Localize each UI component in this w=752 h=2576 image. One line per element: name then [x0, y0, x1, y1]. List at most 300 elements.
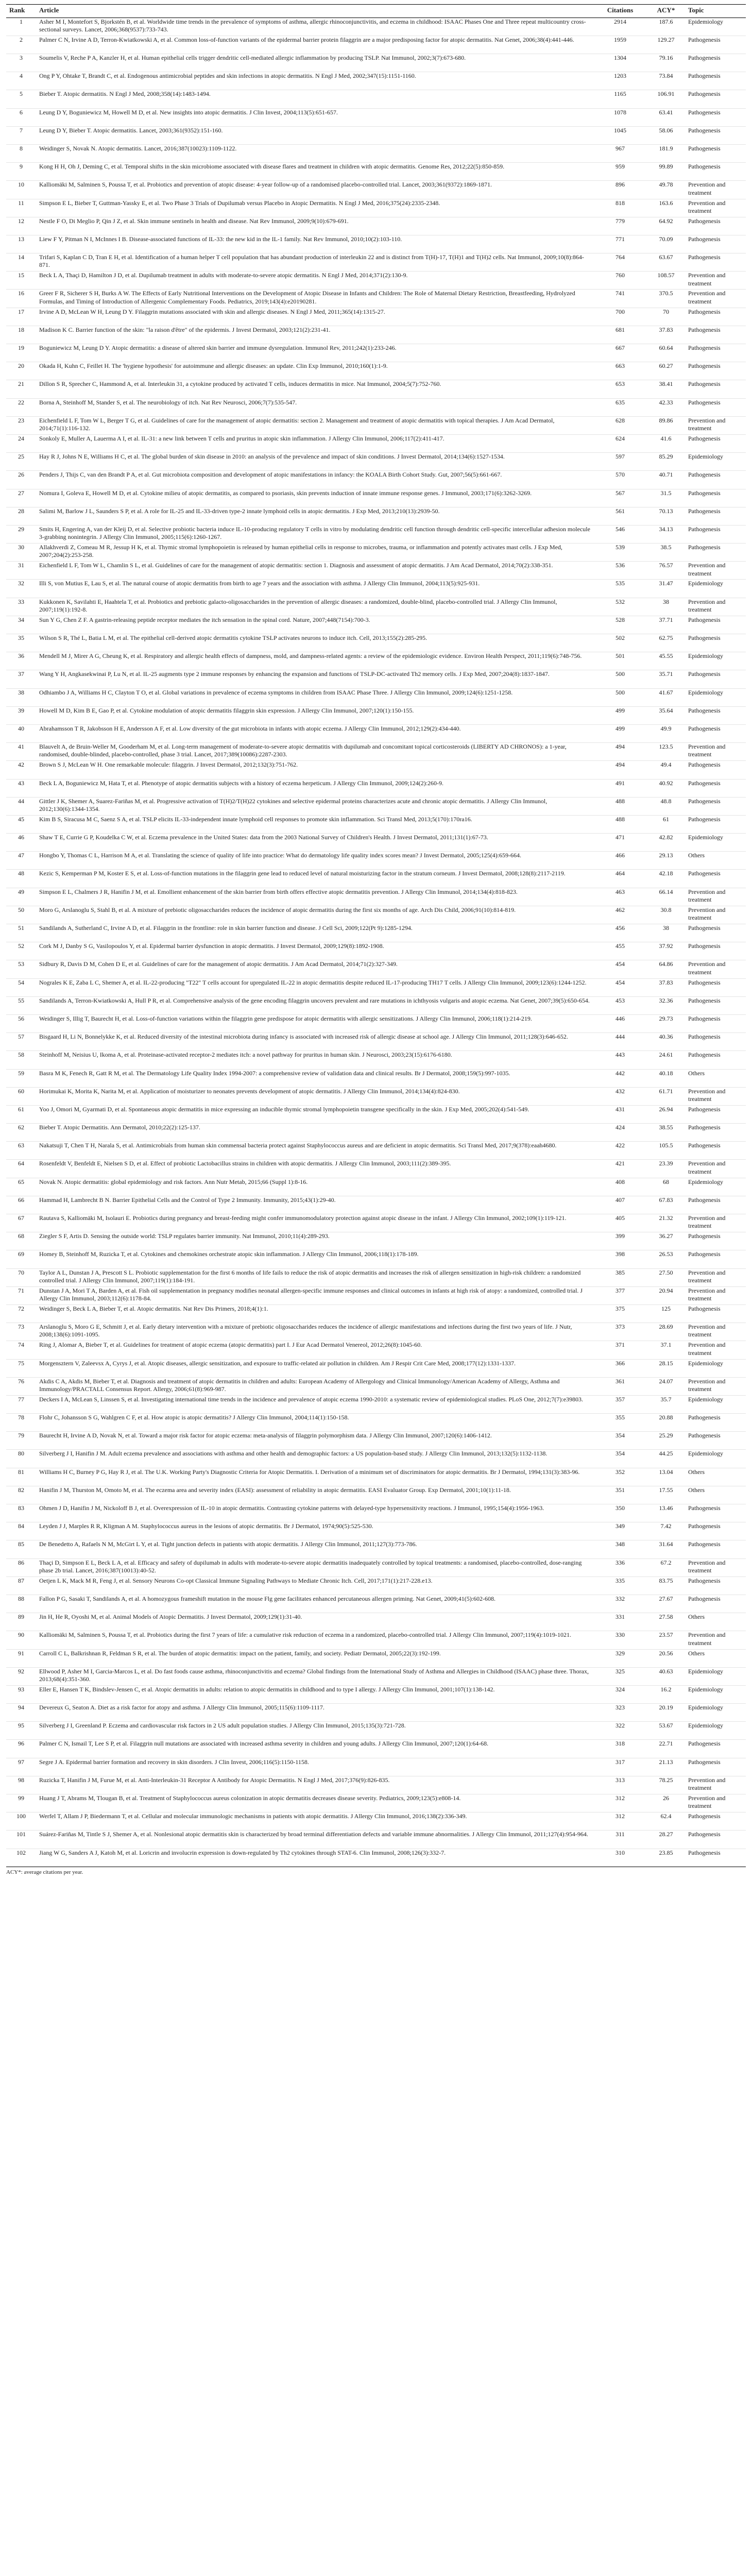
rank-cell: 79 — [6, 1432, 36, 1450]
rank-cell: 5 — [6, 90, 36, 108]
article-cell: Simpson E L, Bieber T, Guttman-Yassky E, et al. Two Phase 3 Trials of Dupilumab versus Placebo in Atopic Dermatitis. N Engl J Med, 2016;375(24):2335-2348. — [36, 199, 593, 217]
table-row — [6, 217, 746, 235]
citations-cell: 421 — [593, 1160, 647, 1178]
acy-cell: 63.41 — [647, 108, 685, 126]
topic-cell: Pathogenesis — [685, 761, 746, 779]
topic-cell: Pathogenesis — [685, 308, 746, 326]
acy-cell: 62.4 — [647, 1812, 685, 1831]
acy-cell: 38.41 — [647, 380, 685, 398]
table-row — [6, 1160, 746, 1178]
acy-cell: 38.5 — [647, 544, 685, 562]
table-row — [6, 1486, 746, 1504]
citations-cell: 464 — [593, 870, 647, 888]
article-cell: Leyden J J, Marples R R, Kligman A M. Staphylococcus aureus in the lesions of atopic dermatitis. Br J Dermatol, 1974;90(5):525-530. — [36, 1522, 593, 1540]
table-row — [6, 924, 746, 942]
citations-cell: 453 — [593, 996, 647, 1014]
topic-cell: Pathogenesis — [685, 380, 746, 398]
topic-cell: Epidemiology — [685, 453, 746, 471]
article-cell: Beck L A, Boguniewicz M, Hata T, et al. Phenotype of atopic dermatitis subjects with a history of eczema herpeticum. J Allergy Clin Immunol, 2009;124(2):260-9. — [36, 779, 593, 797]
topic-cell: Pathogenesis — [685, 1105, 746, 1123]
table-row — [6, 598, 746, 616]
topic-cell: Pathogenesis — [685, 1831, 746, 1849]
rank-cell: 20 — [6, 362, 36, 380]
rank-cell: 82 — [6, 1486, 36, 1504]
topic-cell: Prevention and treatment — [685, 181, 746, 199]
article-cell: Silverberg J I, Hanifin J M. Adult eczema prevalence and associations with asthma and other health and demographic factors: a US population-based study. J Allergy Clin Immunol, 2013;132(5):1132-1138. — [36, 1450, 593, 1468]
table-row — [6, 362, 746, 380]
topic-cell: Pathogenesis — [685, 507, 746, 525]
acy-cell: 42.18 — [647, 870, 685, 888]
article-cell: Greer F R, Sicherer S H, Burks A W. The Effects of Early Nutritional Interventions on the Development of Atopic Disease in Infants and Children: The Role of Maternal Dietary Restriction, Breastfeeding, Hydrolyzed Formulas, and Timing of Introduction of Allergenic Complementary Foods. Pediatrics, 2019;143(4):e20190281. — [36, 290, 593, 308]
acy-cell: 49.9 — [647, 724, 685, 742]
table-row — [6, 1286, 746, 1304]
topic-cell: Pathogenesis — [685, 670, 746, 688]
acy-cell: 38 — [647, 924, 685, 942]
rank-cell: 37 — [6, 670, 36, 688]
table-row — [6, 779, 746, 797]
citations-cell: 432 — [593, 1087, 647, 1105]
citations-cell: 771 — [593, 235, 647, 253]
article-cell: Ring J, Alomar A, Bieber T, et al. Guidelines for treatment of atopic eczema (atopic dermatitis) part I. J Eur Acad Dermatol Venereol, 2012;26(8):1045-60. — [36, 1341, 593, 1359]
citations-cell: 351 — [593, 1486, 647, 1504]
citations-cell: 471 — [593, 834, 647, 852]
acy-cell: 7.42 — [647, 1522, 685, 1540]
rank-cell: 1 — [6, 18, 36, 36]
table-row — [6, 634, 746, 652]
acy-cell: 85.29 — [647, 453, 685, 471]
rank-cell: 91 — [6, 1649, 36, 1667]
table-row — [6, 380, 746, 398]
topic-cell: Pathogenesis — [685, 72, 746, 90]
table-row — [6, 181, 746, 199]
topic-cell: Pathogenesis — [685, 1522, 746, 1540]
table-row — [6, 797, 746, 815]
acy-cell: 37.92 — [647, 942, 685, 960]
table-row — [6, 1105, 746, 1123]
citations-cell: 741 — [593, 290, 647, 308]
table-row — [6, 1776, 746, 1794]
table-row — [6, 290, 746, 308]
citations-cell: 491 — [593, 779, 647, 797]
acy-cell: 28.27 — [647, 1831, 685, 1849]
table-row — [6, 616, 746, 634]
article-cell: Yoo J, Omori M, Gyarmati D, et al. Spontaneous atopic dermatitis in mice expressing an inducible thymic stromal lymphopoietin transgene specifically in the skin. J Exp Med, 2005;202(4):541-549. — [36, 1105, 593, 1123]
citations-cell: 349 — [593, 1522, 647, 1540]
acy-cell: 30.8 — [647, 906, 685, 924]
article-cell: Eichenfield L F, Tom W L, Chamlin S L, et al. Guidelines of care for the management of atopic dermatitis: section 1. Diagnosis and assessment of atopic dermatitis. J Am Acad Dermatol, 2014;70(2):338-351. — [36, 562, 593, 580]
article-cell: Leung D Y, Bieber T. Atopic dermatitis. Lancet, 2003;361(9352):151-160. — [36, 126, 593, 144]
rank-cell: 67 — [6, 1214, 36, 1232]
article-cell: Okada H, Kuhn C, Feillet H. The 'hygiene hypothesis' for autoimmune and allergic diseases: an update. Clin Exp Immunol, 2010;160(1):1-9. — [36, 362, 593, 380]
header-row — [6, 5, 746, 18]
topic-cell: Prevention and treatment — [685, 960, 746, 978]
citations-cell: 494 — [593, 743, 647, 761]
table-row — [6, 978, 746, 996]
article-cell: Hongbo Y, Thomas C L, Harrison M A, et al. Translating the science of quality of life into practice: What do dermatology life quality index scores mean? J Invest Dermatol, 2005;125(4):659-664. — [36, 852, 593, 870]
article-cell: Wilson S R, Thé L, Batia L M, et al. The epithelial cell-derived atopic dermatitis cytokine TSLP activates neurons to induce itch. Cell, 2013;155(2):285-295. — [36, 634, 593, 652]
citations-cell: 335 — [593, 1577, 647, 1595]
topic-cell: Pathogenesis — [685, 1232, 746, 1250]
acy-cell: 40.71 — [647, 471, 685, 489]
table-row — [6, 434, 746, 452]
article-cell: Asher M I, Montefort S, Bjorkstén B, et al. Worldwide time trends in the prevalence of symptoms of asthma, allergic rhinoconjunctivitis, and eczema in childhood: ISAAC Phases One and Three repeat multicountry cross-sectional surveys. Lancet, 2006;368(9537):733-743. — [36, 18, 593, 36]
rank-cell: 25 — [6, 453, 36, 471]
table-row — [6, 1414, 746, 1432]
table-row — [6, 1522, 746, 1540]
article-cell: Brown S J, McLean W H. One remarkable molecule: filaggrin. J Invest Dermatol, 2012;132(3):751-762. — [36, 761, 593, 779]
article-cell: Shaw T E, Currie G P, Koudelka C W, et al. Eczema prevalence in the United States: data from the 2003 National Survey of Children's Health. J Invest Dermatol, 2011;131(1):67-73. — [36, 834, 593, 852]
article-cell: Eller E, Hansen T K, Bindslev-Jensen C, et al. Atopic dermatitis in adults: relation to atopic dermatitis in childhood and to type I allergy. J Allergy Clin Immunol, 2001;107(1):138-142. — [36, 1685, 593, 1703]
article-cell: Carroll C L, Balkrishnan R, Feldman S R, et al. The burden of atopic dermatitis: impact on the patient, family, and society. Pediatr Dermatol, 2005;22(3):192-199. — [36, 1649, 593, 1667]
citations-cell: 336 — [593, 1558, 647, 1577]
acy-cell: 28.69 — [647, 1323, 685, 1341]
topic-cell: Epidemiology — [685, 1450, 746, 1468]
topic-cell: Pathogenesis — [685, 924, 746, 942]
rank-cell: 54 — [6, 978, 36, 996]
article-cell: Kalliomäki M, Salminen S, Poussa T, et al. Probiotics during the first 7 years of life: a cumulative risk reduction of eczema in a randomized, placebo-controlled trial. J Allergy Clin Immunol, 2007;119(4):1019-1021. — [36, 1631, 593, 1649]
topic-cell: Prevention and treatment — [685, 272, 746, 290]
rank-cell: 44 — [6, 797, 36, 815]
acy-cell: 31.47 — [647, 580, 685, 598]
rank-cell: 9 — [6, 163, 36, 181]
topic-cell: Pathogenesis — [685, 471, 746, 489]
acy-cell: 25.29 — [647, 1432, 685, 1450]
citations-cell: 628 — [593, 416, 647, 434]
acy-cell: 32.36 — [647, 996, 685, 1014]
citations-cell: 570 — [593, 471, 647, 489]
rank-cell: 74 — [6, 1341, 36, 1359]
rank-cell: 68 — [6, 1232, 36, 1250]
topic-cell: Prevention and treatment — [685, 1268, 746, 1286]
citations-cell: 454 — [593, 978, 647, 996]
acy-cell: 106.91 — [647, 90, 685, 108]
rank-cell: 47 — [6, 852, 36, 870]
acy-cell: 37.71 — [647, 616, 685, 634]
topic-cell: Prevention and treatment — [685, 1214, 746, 1232]
rank-cell: 30 — [6, 544, 36, 562]
article-cell: Ruzicka T, Hanifin J M, Furue M, et al. Anti-Interleukin-31 Receptor A Antibody for Atopic Dermatitis. N Engl J Med, 2017;376(9):826-835. — [36, 1776, 593, 1794]
citations-cell: 463 — [593, 888, 647, 906]
header-acy: ACY* — [647, 5, 685, 18]
citations-cell: 967 — [593, 144, 647, 162]
acy-cell: 37.1 — [647, 1341, 685, 1359]
table-row — [6, 1758, 746, 1776]
table-row — [6, 1504, 746, 1522]
rank-cell: 62 — [6, 1124, 36, 1142]
rank-cell: 90 — [6, 1631, 36, 1649]
rank-cell: 46 — [6, 834, 36, 852]
acy-cell: 40.92 — [647, 779, 685, 797]
article-cell: Nomura I, Goleva E, Howell M D, et al. Cytokine milieu of atopic dermatitis, as compared to psoriasis, skin prevents induction of innate immune response genes. J Immunol, 2003;171(6):3262-3269. — [36, 489, 593, 507]
article-cell: Horimukai K, Morita K, Narita M, et al. Application of moisturizer to neonates prevents development of atopic dermatitis. J Allergy Clin Immunol, 2014;134(4):824-830. — [36, 1087, 593, 1105]
table-row — [6, 1214, 746, 1232]
article-cell: Dunstan J A, Mori T A, Barden A, et al. Fish oil supplementation in pregnancy modifies neonatal allergen-specific immune responses and clinical outcomes in infants at high risk of atopy: a randomized, controlled trial. J Allergy Clin Immunol, 2003;112(6):1178-84. — [36, 1286, 593, 1304]
topic-cell: Pathogenesis — [685, 942, 746, 960]
rank-cell: 80 — [6, 1450, 36, 1468]
acy-cell: 35.7 — [647, 1395, 685, 1413]
citations-cell: 663 — [593, 362, 647, 380]
acy-cell: 70.09 — [647, 235, 685, 253]
citations-cell: 535 — [593, 580, 647, 598]
citations-cell: 408 — [593, 1178, 647, 1196]
topic-cell: Prevention and treatment — [685, 1631, 746, 1649]
article-cell: Suárez-Fariñas M, Tintle S J, Shemer A, et al. Nonlesional atopic dermatitis skin is characterized by broad terminal differentiation defects and variable immune abnormalities. J Allergy Clin Immunol, 2011;127(4):954-964. — [36, 1831, 593, 1849]
topic-cell: Prevention and treatment — [685, 562, 746, 580]
citations-cell: 501 — [593, 652, 647, 670]
article-cell: Jin H, He R, Oyoshi M, et al. Animal Models of Atopic Dermatitis. J Invest Dermatol, 2009;129(1):31-40. — [36, 1613, 593, 1631]
header-topic: Topic — [685, 5, 746, 18]
rank-cell: 102 — [6, 1849, 36, 1867]
article-cell: Palmer C N, Ismail T, Lee S P, et al. Filaggrin null mutations are associated with increased asthma severity in children and young adults. J Allergy Clin Immunol, 2007;120(1):64-68. — [36, 1740, 593, 1758]
topic-cell: Pathogenesis — [685, 108, 746, 126]
acy-cell: 21.32 — [647, 1214, 685, 1232]
citations-cell: 760 — [593, 272, 647, 290]
article-cell: Homey B, Steinhoff M, Ruzicka T, et al. Cytokines and chemokines orchestrate atopic skin inflammation. J Allergy Clin Immunol, 2006;118(1):178-189. — [36, 1250, 593, 1268]
article-cell: Bieber T. Atopic dermatitis. N Engl J Med, 2008;358(14):1483-1494. — [36, 90, 593, 108]
table-row — [6, 1268, 746, 1286]
header-rank: Rank — [6, 5, 36, 18]
acy-cell: 41.6 — [647, 434, 685, 452]
article-cell: De Benedetto A, Rafaels N M, McGirt L Y, et al. Tight junction defects in patients with atopic dermatitis. J Allergy Clin Immunol, 2011;127(3):773-786. — [36, 1540, 593, 1558]
rank-cell: 85 — [6, 1540, 36, 1558]
article-cell: Trifari S, Kaplan C D, Tran E H, et al. Identification of a human helper T cell population that has abundant production of interleukin 22 and is distinct from T(H)-17, T(H)1 and T(H)2 cells. Nat Immunol, 2009;10(8):864-871. — [36, 253, 593, 272]
topic-cell: Pathogenesis — [685, 1304, 746, 1323]
topic-cell: Epidemiology — [685, 688, 746, 706]
topic-cell: Pathogenesis — [685, 978, 746, 996]
article-cell: Howell M D, Kim B E, Gao P, et al. Cytokine modulation of atopic dermatitis filaggrin skin expression. J Allergy Clin Immunol, 2007;120(1):150-155. — [36, 706, 593, 724]
table-row — [6, 1341, 746, 1359]
acy-cell: 41.67 — [647, 688, 685, 706]
rank-cell: 53 — [6, 960, 36, 978]
acy-cell: 40.63 — [647, 1667, 685, 1685]
rank-cell: 8 — [6, 144, 36, 162]
article-cell: Morgensztern V, Zaleevsx A, Cyrys J, et al. Atopic diseases, allergic sensitization, and exposure to traffic-related air pollution in children. Am J Respir Crit Care Med, 2008;177(12):1331-1337. — [36, 1359, 593, 1377]
table-row — [6, 72, 746, 90]
header-citations: Citations — [593, 5, 647, 18]
article-cell: Huang J T, Abrams M, Tlougan B, et al. Treatment of Staphylococcus aureus colonization in atopic dermatitis decreases disease severity. Pediatrics, 2009;123(5):e808-14. — [36, 1794, 593, 1812]
article-cell: Baurecht H, Irvine A D, Novak N, et al. Toward a major risk factor for atopic eczema: meta-analysis of filaggrin polymorphism data. J Allergy Clin Immunol, 2007;120(6):1406-1412. — [36, 1432, 593, 1450]
topic-cell: Pathogenesis — [685, 398, 746, 416]
acy-cell: 42.33 — [647, 398, 685, 416]
citations-cell: 312 — [593, 1812, 647, 1831]
acy-cell: 27.67 — [647, 1595, 685, 1613]
citations-cell: 1203 — [593, 72, 647, 90]
table-row — [6, 36, 746, 54]
article-cell: Borna A, Steinhoff M, Stander S, et al. The neurobiology of itch. Nat Rev Neurosci, 2006;7(7):535-547. — [36, 398, 593, 416]
citations-cell: 325 — [593, 1667, 647, 1685]
rank-cell: 87 — [6, 1577, 36, 1595]
article-cell: Smits H, Engering A, van der Kleij D, et al. Selective probiotic bacteria induce IL-10-producing regulatory T cells in vitro by modulating dendritic cell function through dendritic cell-specific intercellular adhesion molecule 3-grabbing nonintegrin. J Allergy Clin Immunol, 2005;115(6):1260-1267. — [36, 525, 593, 543]
article-cell: Dillon S R, Sprecher C, Hammond A, et al. Interleukin 31, a cytokine produced by activated T cells, induces dermatitis in mice. Nat Immunol, 2004;5(7):752-760. — [36, 380, 593, 398]
rank-cell: 94 — [6, 1704, 36, 1722]
article-cell: Sandilands A, Sutherland C, Irvine A D, et al. Filaggrin in the frontline: role in skin barrier function and disease. J Cell Sci, 2009;122(Pt 9):1285-1294. — [36, 924, 593, 942]
table-row — [6, 308, 746, 326]
rank-cell: 61 — [6, 1105, 36, 1123]
citations-cell: 539 — [593, 544, 647, 562]
topic-cell: Pathogenesis — [685, 1849, 746, 1867]
topic-cell: Others — [685, 1613, 746, 1631]
article-cell: Akdis C A, Akdis M, Bieber T, et al. Diagnosis and treatment of atopic dermatitis in children and adults: European Academy of Allergology and Clinical Immunology/American Academy of Allergy, Asthma and Immunology/PRACTALL Consensus Report. Allergy, 2006;61(8):969-987. — [36, 1377, 593, 1395]
topic-cell: Pathogenesis — [685, 1540, 746, 1558]
rank-cell: 77 — [6, 1395, 36, 1413]
table-row — [6, 1323, 746, 1341]
article-cell: Palmer C N, Irvine A D, Terron-Kwiatkowski A, et al. Common loss-of-function variants of the epidermal barrier protein filaggrin are a major predisposing factor for atopic dermatitis. Nat Genet, 2006;38(4):441-446. — [36, 36, 593, 54]
acy-cell: 70.13 — [647, 507, 685, 525]
article-cell: Mendell M J, Mirer A G, Cheung K, et al. Respiratory and allergic health effects of dampness, mold, and dampness-related agents: a review of the epidemiologic evidence. Environ Health Perspect, 2011;119(6):748-756. — [36, 652, 593, 670]
table-row — [6, 870, 746, 888]
citations-cell: 311 — [593, 1831, 647, 1849]
rank-cell: 21 — [6, 380, 36, 398]
citations-cell: 350 — [593, 1504, 647, 1522]
topic-cell: Prevention and treatment — [685, 199, 746, 217]
topic-cell: Pathogenesis — [685, 1250, 746, 1268]
citations-cell: 466 — [593, 852, 647, 870]
citations-cell: 313 — [593, 1776, 647, 1794]
acy-cell: 108.57 — [647, 272, 685, 290]
citations-cell: 597 — [593, 453, 647, 471]
topic-cell: Pathogenesis — [685, 634, 746, 652]
citations-cell: 323 — [593, 1704, 647, 1722]
article-cell: Moro G, Arslanoglu S, Stahl B, et al. A mixture of prebiotic oligosaccharides reduces the incidence of atopic dermatitis during the first six months of age. Arch Dis Child, 2006;91(10):814-819. — [36, 906, 593, 924]
acy-cell: 27.50 — [647, 1268, 685, 1286]
acy-cell: 26.94 — [647, 1105, 685, 1123]
table-row — [6, 1595, 746, 1613]
citations-cell: 546 — [593, 525, 647, 543]
rank-cell: 51 — [6, 924, 36, 942]
table-row — [6, 1613, 746, 1631]
rank-cell: 89 — [6, 1613, 36, 1631]
acy-cell: 29.73 — [647, 1014, 685, 1032]
citations-cell: 310 — [593, 1849, 647, 1867]
topic-cell: Pathogenesis — [685, 797, 746, 815]
acy-cell: 49.78 — [647, 181, 685, 199]
topic-cell: Pathogenesis — [685, 36, 746, 54]
article-cell: Ong P Y, Ohtake T, Brandt C, et al. Endogenous antimicrobial peptides and skin infections in atopic dermatitis. N Engl J Med, 2002;347(15):1151-1160. — [36, 72, 593, 90]
topic-cell: Prevention and treatment — [685, 290, 746, 308]
topic-cell: Epidemiology — [685, 1704, 746, 1722]
table-row — [6, 272, 746, 290]
rank-cell: 50 — [6, 906, 36, 924]
citations-cell: 332 — [593, 1595, 647, 1613]
acy-cell: 64.92 — [647, 217, 685, 235]
rank-cell: 43 — [6, 779, 36, 797]
citations-cell: 624 — [593, 434, 647, 452]
topic-cell: Pathogenesis — [685, 779, 746, 797]
rank-cell: 86 — [6, 1558, 36, 1577]
acy-cell: 61.71 — [647, 1087, 685, 1105]
table-row — [6, 1577, 746, 1595]
acy-cell: 89.86 — [647, 416, 685, 434]
citations-cell: 318 — [593, 1740, 647, 1758]
article-cell: Allakhverdi Z, Comeau M R, Jessup H K, et al. Thymic stromal lymphopoietin is released by human epithelial cells in response to microbes, trauma, or inflammation and potently activates mast cells. J Exp Med, 2007;204(2):253-258. — [36, 544, 593, 562]
citations-cell: 494 — [593, 761, 647, 779]
acy-cell: 62.75 — [647, 634, 685, 652]
acy-cell: 70 — [647, 308, 685, 326]
topic-cell: Pathogenesis — [685, 1033, 746, 1051]
article-cell: Kezic S, Kemperman P M, Koster E S, et al. Loss-of-function mutations in the filaggrin gene lead to reduced level of natural moisturizing factor in the stratum corneum. J Invest Dermatol, 2008;128(8):2117-2119. — [36, 870, 593, 888]
article-cell: Nakatsuji T, Chen T H, Narala S, et al. Antimicrobials from human skin commensal bacteria protect against Staphylococcus aureus and are deficient in atopic dermatitis. Sci Transl Med, 2017;9(378):eaah4680. — [36, 1142, 593, 1160]
citations-cell: 317 — [593, 1758, 647, 1776]
acy-cell: 38.55 — [647, 1124, 685, 1142]
article-cell: Cork M J, Danby S G, Vasilopoulos Y, et al. Epidermal barrier dysfunction in atopic dermatitis. J Invest Dermatol, 2009;129(8):1892-1908. — [36, 942, 593, 960]
acy-cell: 29.13 — [647, 852, 685, 870]
table-row — [6, 1540, 746, 1558]
table-row — [6, 815, 746, 833]
acy-cell: 58.06 — [647, 126, 685, 144]
article-cell: Irvine A D, McLean W H, Leung D Y. Filaggrin mutations associated with skin and allergic diseases. N Engl J Med, 2011;365(14):1315-27. — [36, 308, 593, 326]
acy-cell: 13.04 — [647, 1468, 685, 1486]
rank-cell: 22 — [6, 398, 36, 416]
acy-cell: 83.75 — [647, 1577, 685, 1595]
citations-cell: 377 — [593, 1286, 647, 1304]
topic-cell: Pathogenesis — [685, 544, 746, 562]
article-cell: Basra M K, Fenech R, Gatt R M, et al. The Dermatology Life Quality Index 1994-2007: a comprehensive review of validation data and clinical results. Br J Dermatol, 2008;159(5):997-1035. — [36, 1069, 593, 1087]
topic-cell: Prevention and treatment — [685, 906, 746, 924]
acy-cell: 187.6 — [647, 18, 685, 36]
citations-cell: 373 — [593, 1323, 647, 1341]
topic-cell: Pathogenesis — [685, 163, 746, 181]
acy-cell: 68 — [647, 1178, 685, 1196]
article-cell: Liew F Y, Pitman N I, McInnes I B. Disease-associated functions of IL-33: the new kid in the IL-1 family. Nat Rev Immunol, 2010;10(2):103-110. — [36, 235, 593, 253]
topic-cell: Pathogenesis — [685, 217, 746, 235]
citations-cell: 462 — [593, 906, 647, 924]
rank-cell: 69 — [6, 1250, 36, 1268]
table-row — [6, 562, 746, 580]
rank-cell: 58 — [6, 1051, 36, 1069]
table-row — [6, 489, 746, 507]
topic-cell: Prevention and treatment — [685, 1160, 746, 1178]
citations-cell: 456 — [593, 924, 647, 942]
topic-cell: Others — [685, 1649, 746, 1667]
citations-cell: 488 — [593, 797, 647, 815]
article-cell: Kong H H, Oh J, Deming C, et al. Temporal shifts in the skin microbiome associated with disease flares and treatment in children with atopic dermatitis. Genome Res, 2012;22(5):850-859. — [36, 163, 593, 181]
citations-cell: 407 — [593, 1196, 647, 1214]
article-cell: Bisgaard H, Li N, Bonnelykke K, et al. Reduced diversity of the intestinal microbiota during infancy is associated with increased risk of allergic disease at school age. J Allergy Clin Immunol, 2011;128(3):646-652. — [36, 1033, 593, 1051]
table-row — [6, 525, 746, 543]
rank-cell: 71 — [6, 1286, 36, 1304]
table-row — [6, 1450, 746, 1468]
acy-cell: 36.27 — [647, 1232, 685, 1250]
rank-cell: 2 — [6, 36, 36, 54]
citations-cell: 455 — [593, 942, 647, 960]
rank-cell: 98 — [6, 1776, 36, 1794]
table-footnote: ACY*: average citations per year. — [6, 1869, 83, 1875]
citations-cell: 1078 — [593, 108, 647, 126]
table-row — [6, 724, 746, 742]
acy-cell: 28.15 — [647, 1359, 685, 1377]
topic-cell: Prevention and treatment — [685, 1377, 746, 1395]
rank-cell: 75 — [6, 1359, 36, 1377]
citations-cell: 536 — [593, 562, 647, 580]
topic-cell: Prevention and treatment — [685, 743, 746, 761]
article-cell: Leung D Y, Boguniewicz M, Howell M D, et al. New insights into atopic dermatitis. J Clin Invest, 2004;113(5):651-657. — [36, 108, 593, 126]
topic-cell: Prevention and treatment — [685, 1087, 746, 1105]
topic-cell: Pathogenesis — [685, 996, 746, 1014]
acy-cell: 99.89 — [647, 163, 685, 181]
citations-cell: 454 — [593, 960, 647, 978]
citations-cell: 366 — [593, 1359, 647, 1377]
table-row — [6, 1649, 746, 1667]
topic-cell: Prevention and treatment — [685, 416, 746, 434]
table-row — [6, 706, 746, 724]
table-row — [6, 18, 746, 36]
rank-cell: 24 — [6, 434, 36, 452]
article-cell: Madison K C. Barrier function of the skin: "la raison d'être" of the epidermis. J Invest Dermatol, 2003;121(2):231-41. — [36, 326, 593, 344]
article-cell: Illi S, von Mutius E, Lau S, et al. The natural course of atopic dermatitis from birth to age 7 years and the association with asthma. J Allergy Clin Immunol, 2004;113(5):925-931. — [36, 580, 593, 598]
article-cell: Rautava S, Kalliomäki M, Isolauri E. Probiotics during pregnancy and breast-feeding might confer immunomodulatory protection against atopic disease in the infant. J Allergy Clin Immunol, 2002;109(1):119-121. — [36, 1214, 593, 1232]
table-row — [6, 688, 746, 706]
article-cell: Beck L A, Thaçi D, Hamilton J D, et al. Dupilumab treatment in adults with moderate-to-severe atopic dermatitis. N Engl J Med, 2014;371(2):130-9. — [36, 272, 593, 290]
